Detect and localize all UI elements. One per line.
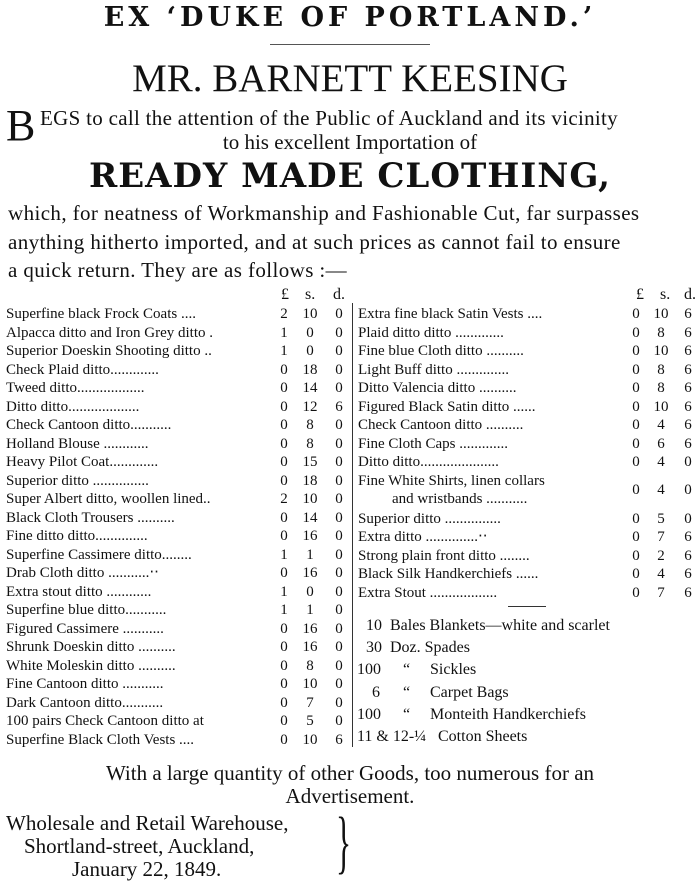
item-name: Check Cantoon ditto...........	[6, 417, 172, 433]
price-shillings: 10	[302, 306, 318, 322]
price-pounds: 2	[280, 491, 288, 507]
item-name: Ditto ditto.....................	[358, 454, 499, 470]
price-pounds: 0	[632, 566, 640, 582]
price-shillings: 16	[302, 528, 318, 544]
price-pounds: 0	[632, 481, 640, 498]
item-name: Check Cantoon ditto ..........	[358, 417, 524, 433]
price-pence: 0	[335, 639, 343, 655]
price-pounds: 0	[632, 343, 640, 359]
price-pence: 0	[335, 324, 343, 341]
price-pounds: 0	[280, 509, 288, 526]
intro-line-1: EGS to call the attention of the Public of Auckland and its vicinity	[40, 106, 618, 130]
item-name: Figured Cassimere ...........	[6, 620, 164, 637]
item-name: Check Plaid ditto.............	[6, 361, 159, 378]
price-pounds: 0	[632, 306, 640, 322]
price-pounds: 1	[280, 324, 288, 341]
price-pence: 0	[335, 602, 343, 618]
ditto-mark: “	[403, 661, 411, 679]
body-line-3: a quick return. They are as follows :—	[8, 258, 348, 282]
price-shillings: 10	[302, 731, 318, 748]
intro-line-2: to his excellent Importation of	[222, 130, 478, 154]
misc-qty: 11 & 12-¼	[357, 728, 427, 745]
item-name: Superior Doeskin Shooting ditto ..	[6, 343, 212, 359]
price-pence: 0	[335, 676, 343, 692]
misc-item: Cotton Sheets	[438, 728, 528, 745]
price-pounds: 0	[280, 435, 288, 452]
price-pounds: 1	[280, 583, 288, 600]
price-shillings: 0	[306, 583, 314, 600]
price-pence: 6	[684, 529, 692, 545]
price-shillings: 16	[302, 565, 318, 581]
price-pence: 0	[335, 694, 343, 711]
item-name: Superior ditto ...............	[6, 472, 149, 489]
item-name: Alpacca ditto and Iron Grey ditto .	[6, 324, 214, 341]
address-brace: }	[336, 804, 352, 881]
price-shillings: 10	[302, 491, 318, 507]
price-shillings: 7	[657, 584, 665, 601]
price-pounds: 0	[632, 361, 640, 378]
item-name: Strong plain front ditto ........	[358, 547, 530, 564]
price-shillings: 8	[306, 435, 314, 452]
misc-rule	[508, 606, 546, 607]
misc-qty: 30	[366, 639, 382, 657]
misc-item: Sickles	[430, 661, 477, 679]
price-pounds: 0	[280, 731, 288, 748]
price-pounds: 0	[280, 713, 288, 729]
item-name: Extra fine black Satin Vests ....	[358, 306, 543, 322]
price-pence: 0	[335, 435, 343, 452]
price-pounds: 0	[632, 398, 640, 415]
price-pence: 6	[684, 547, 692, 564]
price-shillings: 5	[657, 510, 665, 527]
item-name: Fine Cloth Caps .............	[358, 435, 509, 452]
price-pence: 6	[684, 343, 692, 359]
left-header-pence: d.	[333, 286, 345, 303]
price-pounds: 0	[632, 547, 640, 564]
price-pence: 6	[684, 566, 692, 582]
price-shillings: 7	[306, 694, 314, 711]
item-name: Superior ditto ...............	[358, 510, 501, 527]
price-shillings: 14	[302, 380, 318, 396]
item-name: Fine ditto ditto..............	[6, 528, 148, 544]
right-header-shillings: s.	[660, 286, 671, 303]
price-pence: 0	[335, 343, 343, 359]
price-pence: 0	[335, 509, 343, 526]
item-name: Holland Blouse ............	[6, 435, 149, 452]
misc-qty: 10	[366, 617, 382, 634]
price-shillings: 8	[657, 380, 665, 396]
price-pence: 0	[335, 380, 343, 396]
price-pounds: 1	[280, 343, 288, 359]
item-name-cont: and wristbands ...........	[392, 490, 528, 507]
price-pounds: 0	[280, 565, 288, 581]
price-pence: 0	[335, 620, 343, 637]
left-header-shillings: s.	[305, 286, 316, 303]
price-pence: 0	[335, 491, 343, 507]
item-name: Extra Stout ..................	[358, 584, 498, 601]
left-header-pounds: £	[281, 286, 289, 303]
item-name: Black Cloth Trousers ..........	[6, 509, 175, 526]
item-name: Shrunk Doeskin ditto ..........	[6, 639, 176, 655]
price-pounds: 0	[280, 620, 288, 637]
item-name: 100 pairs Check Cantoon ditto at	[6, 713, 204, 729]
price-pence: 0	[684, 481, 692, 498]
price-pence: 6	[684, 324, 692, 341]
price-pounds: 0	[280, 639, 288, 655]
item-name: Extra ditto ..............‧‧	[358, 529, 488, 545]
headline: READY MADE CLOTHING,	[88, 156, 612, 196]
price-shillings: 6	[657, 435, 665, 452]
price-shillings: 2	[657, 547, 665, 564]
left-price-list	[6, 304, 352, 748]
price-shillings: 8	[306, 417, 314, 433]
price-pounds: 0	[632, 417, 640, 433]
price-pounds: 1	[280, 546, 288, 563]
price-pounds: 0	[632, 380, 640, 396]
misc-qty: 100	[357, 705, 381, 723]
price-pounds: 0	[280, 657, 288, 674]
body-line-1: which, for neatness of Workmanship and Fashionable Cut, far surpasses	[8, 201, 640, 225]
body-line-2: anything hitherto imported, and at such prices as cannot fail to ensure	[8, 230, 621, 254]
price-shillings: 8	[306, 657, 314, 674]
price-shillings: 14	[302, 509, 318, 526]
price-pounds: 2	[280, 306, 288, 322]
address-line-3: January 22, 1849.	[72, 857, 222, 881]
misc-item: Doz. Spades	[390, 639, 470, 657]
column-divider	[352, 303, 353, 747]
price-shillings: 18	[302, 472, 318, 489]
price-shillings: 0	[306, 324, 314, 341]
price-pounds: 0	[632, 584, 640, 601]
item-name: Tweed ditto..................	[6, 380, 145, 396]
price-pence: 6	[684, 306, 692, 322]
heading-rule	[270, 44, 430, 45]
misc-qty: 6	[372, 683, 380, 701]
item-name: Fine blue Cloth ditto ..........	[358, 343, 524, 359]
price-shillings: 8	[657, 361, 665, 378]
item-name: Superfine Cassimere ditto........	[6, 546, 192, 563]
item-name: Ditto ditto...................	[6, 398, 140, 415]
price-pence: 6	[335, 398, 343, 415]
closing-line-1: With a large quantity of other Goods, too numerous for an	[105, 761, 595, 785]
price-shillings: 8	[657, 324, 665, 341]
right-header-pence: d.	[684, 286, 696, 303]
price-pence: 0	[335, 528, 343, 544]
price-pence: 0	[684, 510, 692, 527]
ditto-mark: “	[403, 705, 411, 723]
price-pounds: 0	[280, 694, 288, 711]
price-pounds: 0	[280, 472, 288, 489]
price-pounds: 0	[280, 398, 288, 415]
right-header-pounds: £	[636, 286, 644, 303]
price-shillings: 4	[657, 481, 665, 498]
item-name: Drab Cloth ditto ...........‧‧	[6, 565, 159, 581]
price-pence: 0	[335, 583, 343, 600]
price-shillings: 10	[653, 398, 669, 415]
misc-item: Bales Blankets—white and scarlet	[390, 617, 610, 634]
price-shillings: 10	[302, 676, 318, 692]
price-pence: 0	[335, 657, 343, 674]
price-pounds: 0	[280, 528, 288, 544]
price-pence: 6	[684, 398, 692, 415]
price-shillings: 4	[657, 566, 665, 582]
price-pence: 0	[335, 361, 343, 378]
price-shillings: 4	[657, 454, 665, 470]
price-shillings: 1	[306, 546, 314, 563]
ship-heading: EX ‘DUKE OF PORTLAND.’	[103, 2, 597, 33]
item-name: Fine Cantoon ditto ...........	[6, 676, 164, 692]
price-pence: 6	[684, 417, 692, 433]
price-shillings: 16	[302, 620, 318, 637]
item-name: Extra stout ditto ............	[6, 583, 152, 600]
item-name: Plaid ditto ditto .............	[358, 324, 504, 341]
item-name: White Moleskin ditto ..........	[6, 657, 176, 674]
price-pounds: 0	[632, 454, 640, 470]
price-shillings: 0	[306, 343, 314, 359]
price-shillings: 1	[306, 602, 314, 618]
item-name: Superfine blue ditto...........	[6, 602, 167, 618]
item-name: Light Buff ditto ..............	[358, 361, 509, 378]
price-pounds: 0	[632, 435, 640, 452]
address-line-1: Wholesale and Retail Warehouse,	[6, 811, 289, 835]
price-shillings: 12	[302, 398, 318, 415]
price-pence: 6	[684, 380, 692, 396]
price-pounds: 1	[280, 602, 288, 618]
price-pounds: 0	[280, 361, 288, 378]
price-pence: 0	[335, 565, 343, 581]
item-name: Dark Cantoon ditto...........	[6, 694, 164, 711]
price-pounds: 0	[280, 380, 288, 396]
price-pounds: 0	[280, 454, 288, 470]
price-pence: 0	[335, 417, 343, 433]
item-name: Figured Black Satin ditto ......	[358, 398, 536, 415]
price-pence: 0	[335, 546, 343, 563]
price-shillings: 7	[657, 529, 665, 545]
price-pounds: 0	[280, 676, 288, 692]
price-pounds: 0	[632, 324, 640, 341]
price-shillings: 18	[302, 361, 318, 378]
price-shillings: 10	[653, 306, 669, 322]
price-pence: 0	[335, 306, 343, 322]
price-pence: 0	[335, 472, 343, 489]
price-pence: 6	[335, 731, 343, 748]
closing-line-2: Advertisement.	[285, 784, 415, 808]
drop-cap: B	[6, 101, 36, 150]
item-name: Superfine black Frock Coats ....	[6, 306, 196, 322]
item-name: Heavy Pilot Coat.............	[6, 454, 159, 470]
price-shillings: 15	[302, 454, 318, 470]
price-pence: 6	[684, 435, 692, 452]
price-shillings: 10	[653, 343, 669, 359]
price-shillings: 16	[302, 639, 318, 655]
item-name: Black Silk Handkerchiefs ......	[358, 566, 539, 582]
ditto-mark: “	[403, 683, 411, 701]
price-pence: 0	[335, 454, 343, 470]
item-name: Ditto Valencia ditto ..........	[358, 380, 517, 396]
item-name: Superfine Black Cloth Vests ....	[6, 731, 195, 748]
price-pence: 6	[684, 584, 692, 601]
misc-item: Carpet Bags	[430, 683, 509, 701]
right-price-list	[358, 304, 700, 604]
misc-item: Monteith Handkerchiefs	[430, 705, 586, 723]
item-name: Fine White Shirts, linen collars	[358, 472, 545, 489]
price-shillings: 5	[306, 713, 314, 729]
misc-qty: 100	[357, 661, 381, 679]
price-shillings: 4	[657, 417, 665, 433]
price-pence: 0	[335, 713, 343, 729]
price-pounds: 0	[632, 529, 640, 545]
price-pounds: 0	[280, 417, 288, 433]
price-pence: 6	[684, 361, 692, 378]
address-line-2: Shortland-street, Auckland,	[24, 834, 255, 858]
item-name: Super Albert ditto, woollen lined..	[6, 491, 211, 507]
price-pence: 0	[684, 454, 692, 470]
price-pounds: 0	[632, 510, 640, 527]
merchant-name: MR. BARNETT KEESING	[132, 57, 568, 100]
